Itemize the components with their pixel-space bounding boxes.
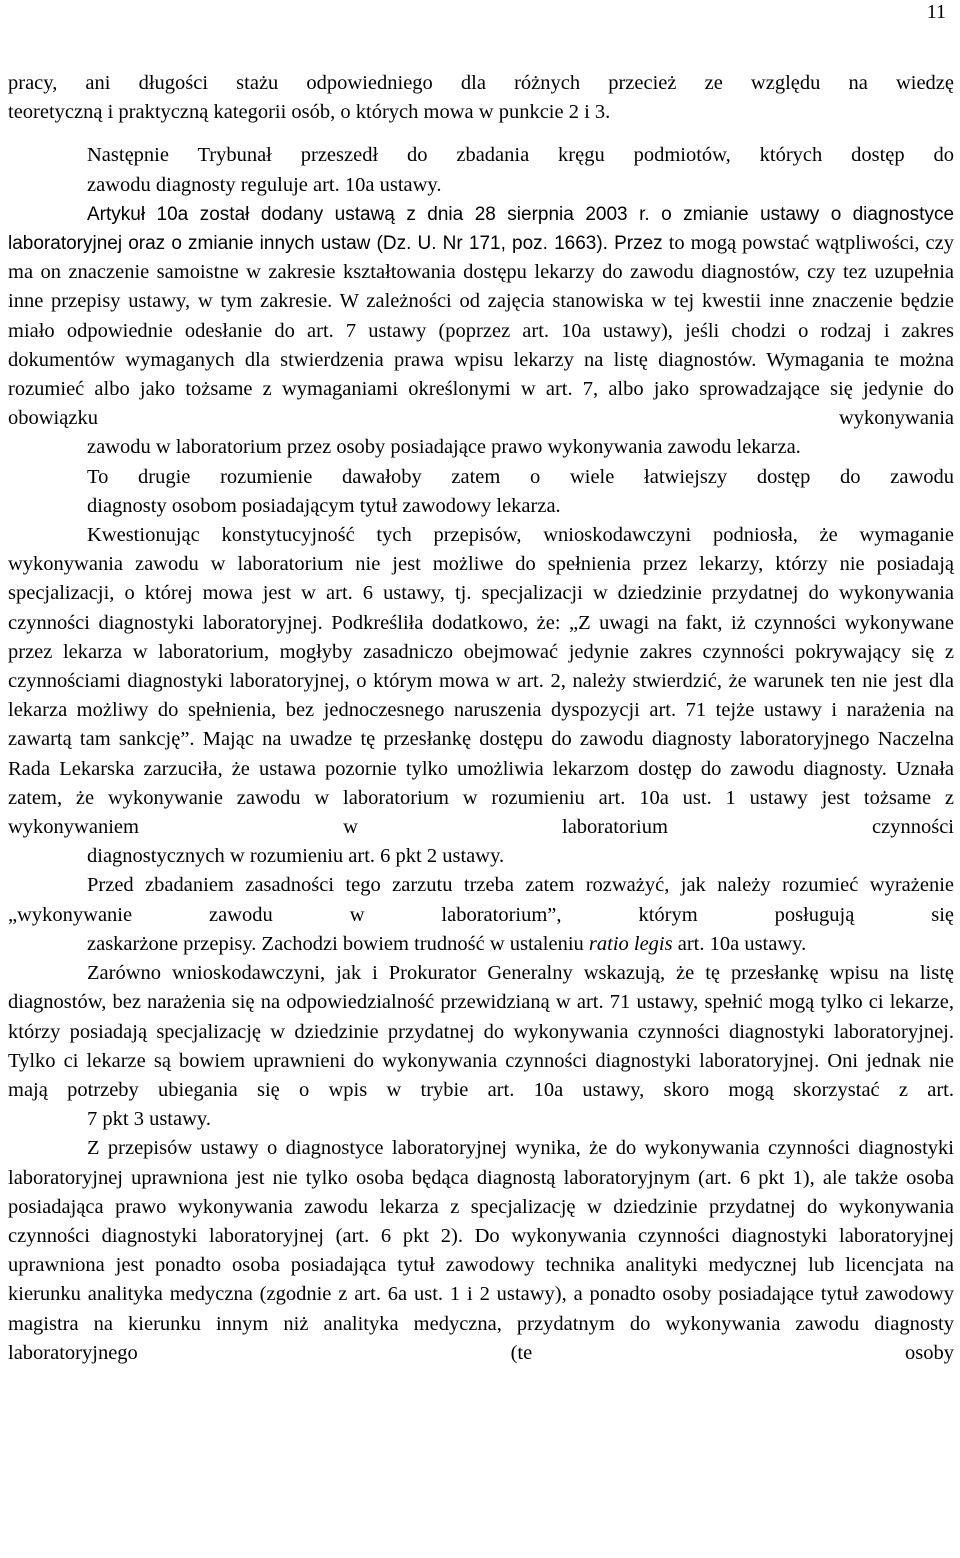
text-line: ponadto osoby posiadające tytuł zawodowy magistra na kierunku innym niż analityka — [8, 1283, 954, 1335]
text-line: Kwestionując konstytucyjność tych przepisów, wnioskodawczyni podniosła, że — [87, 524, 838, 547]
text-line: lub licencjata na kierunku analityka medyczna (zgodnie z art. 6a ust. 1 i 2 ustawy), a — [8, 1254, 955, 1306]
paragraph-6 — [8, 871, 954, 959]
text-line: dostępu lekarzy do zawodu diagnostów, czy tez uzupełnia inne przepisy ustawy, w tym — [8, 261, 955, 313]
page-number: 11 — [926, 1, 946, 23]
text-line: laboratoryjnym (art. 6 pkt 1), ale także osoba posiadająca prawo wykonywania zawodu — [8, 1166, 955, 1218]
text-line: 7 pkt 3 ustawy. — [87, 1108, 211, 1131]
text-line: diagnostów. Wymagania te można rozumieć albo jako tożsame z wymaganiami — [8, 348, 954, 401]
document-body — [8, 69, 954, 1368]
paragraph-3 — [8, 200, 954, 463]
text-line: zakresie. W zależności od zajęcia stanowiska w tej kwestii inne znaczenie będzie miało — [8, 290, 954, 342]
text-run: zaskarżone przepisy. Zachodzi bowiem trudność w ustaleniu — [87, 932, 589, 955]
text-line: określonymi w art. 7, albo jako sprowadzające się jedynie do obowiązku wykonywania — [8, 378, 954, 430]
text-line: zakres dokumentów wymaganych dla stwierdzenia prawa wpisu lekarzy na listę — [8, 319, 955, 371]
text-line: rozumieniu art. 10a ust. 1 ustawy jest tożsame z wykonywaniem w laboratorium czynności — [8, 786, 954, 839]
text-line: diagnostyce laboratoryjnej oraz o zmianie innych ustaw (Dz. U. Nr 171, poz. 1663). Przez — [8, 203, 955, 255]
text-line — [8, 930, 954, 959]
text-line: Z przepisów ustawy o diagnostyce laboratoryjnej wynika, że do wykonywania — [87, 1137, 760, 1160]
text-line: należy stwierdzić, że warunek ten nie jest dla lekarza możliwy do spełnienia, bez — [8, 670, 954, 722]
text-line: wymaganie wykonywania zawodu w laboratorium nie jest możliwe do spełnienia przez — [8, 524, 954, 576]
text-line: specjalizacji w dziedzinie przydatnej do wykonywania czynności diagnostyki — [8, 582, 954, 634]
paragraph-8 — [8, 1134, 954, 1368]
text-line: lekarzy, którzy nie posiadają specjalizacji, o której mowa jest w art. 6 ustawy, tj. — [8, 553, 955, 605]
text-line: lekarza z specjalizację w dziedzinie przydatnej do wykonywania czynności diagnostyki — [8, 1195, 954, 1247]
italic-term: ratio legis — [588, 932, 673, 955]
text-line: sankcję”. Mając na uwadze tę przesłankę dostępu do zawodu diagnosty laboratoryjnego — [118, 728, 870, 751]
text-line: odpowiednie odesłanie do art. 7 ustawy (poprzez art. 10a ustawy), jeśli chodzi o rodzaj i — [66, 319, 890, 342]
paragraph-7 — [8, 959, 954, 1134]
text-line: zawodu w laboratorium przez osoby posiadające prawo wykonywania zawodu lekarza. — [87, 436, 801, 459]
text-line: jednoczesnego naruszenia dyspozycji art. 71 tejże ustawy i narażenia na zawartą tam — [8, 699, 955, 751]
text-line: mają potrzeby ubiegania się o wpis w trybie art. 10a ustawy, skoro mogą skorzystać z art. — [8, 1078, 954, 1101]
text-line: zawodu diagnosty reguluje art. 10a ustawy. — [87, 173, 442, 196]
text-run: art. 10a ustawy. — [672, 932, 807, 955]
text-line: Następnie Trybunał przeszedł do zbadania kręgu podmiotów, których dostęp do — [87, 144, 954, 167]
text-line: przydatnej do wykonywania czynności diagnostyki laboratoryjnej. Tylko ci lekarze są — [8, 1020, 954, 1072]
text-line: Naczelna Rada Lekarska zarzuciła, że ustawa pozornie tylko umożliwia lekarzom dostęp — [8, 728, 954, 780]
paragraph-2 — [8, 141, 954, 199]
text-line: czynności diagnostyki laboratoryjnej uprawniona jest nie tylko osoba będąca diagnostą — [8, 1137, 954, 1189]
text-line: To drugie rozumienie dawałoby zatem o wiele łatwiejszy dostęp do zawodu — [87, 465, 954, 488]
text-line: uprawniona jest ponadto osoba posiadająca tytuł zawodowy technika analityki medycznej — [8, 1254, 798, 1277]
text-line: pokrywający się z czynnościami diagnostyki laboratoryjnej, o którym mowa w art. 2, — [8, 640, 954, 693]
text-line: laboratoryjnej (art. 6 pkt 2). Do wykonywania czynności diagnostyki laboratoryjnej — [209, 1224, 955, 1247]
text-line: przez lekarza w laboratorium, mogłyby zasadniczo obejmować jedynie zakres czynności — [8, 640, 785, 663]
paragraph-4 — [8, 463, 954, 521]
text-line: rozumieć wyrażenie „wykonywanie zawodu w laboratorium”, którym posługują się — [8, 874, 954, 926]
text-line: diagnosty osobom posiadającym tytuł zawodowy lekarza. — [87, 494, 561, 517]
paragraph-5 — [8, 521, 954, 871]
text-line: pracy, ani długości stażu odpowiedniego dla różnych przecież ze względu na wiedzę — [8, 72, 954, 94]
text-line: medyczna, przydatnym do wykonywania zawodu diagnosty laboratoryjnego (te osoby — [8, 1312, 954, 1364]
text-line: to mogą powstać wątpliwości, czy ma on znaczenie samoistne w zakresie kształtowania — [8, 232, 954, 284]
text-line: teoretyczną i praktyczną kategorii osób, o których mowa w punkcie 2 i 3. — [8, 101, 611, 124]
text-line: wpisu na listę diagnostów, bez narażenia się na odpowiedzialność przewidzianą w art. 71 — [8, 962, 955, 1014]
paragraph-1 — [8, 69, 954, 127]
text-line: bowiem uprawnieni do wykonywania czynności diagnostyki laboratoryjnej. Oni jednak nie — [179, 1049, 955, 1072]
text-line: diagnostycznych w rozumieniu art. 6 pkt 2 ustawy. — [87, 845, 505, 868]
text-line: Przed zbadaniem zasadności tego zarzutu trzeba zatem rozważyć, jak należy — [87, 874, 771, 897]
text-line: Artykuł 10a został dodany ustawą z dnia 28 sierpnia 2003 r. o zmianie ustawy o — [87, 203, 842, 225]
text-line: Zarówno wnioskodawczyni, jak i Prokurator Generalny wskazują, że tę przesłankę — [87, 962, 819, 985]
text-line: ustawy, spełnić mogą tylko ci lekarze, którzy posiadają specjalizację w dziedzinie — [8, 991, 954, 1043]
text-line: do zawodu diagnosty. Uznała zatem, że wykonywanie zawodu w laboratorium w — [8, 757, 955, 809]
text-line: laboratoryjnej. Podkreśliła dodatkowo, że: „Z uwagi na fakt, iż czynności wykonywane — [202, 611, 955, 634]
